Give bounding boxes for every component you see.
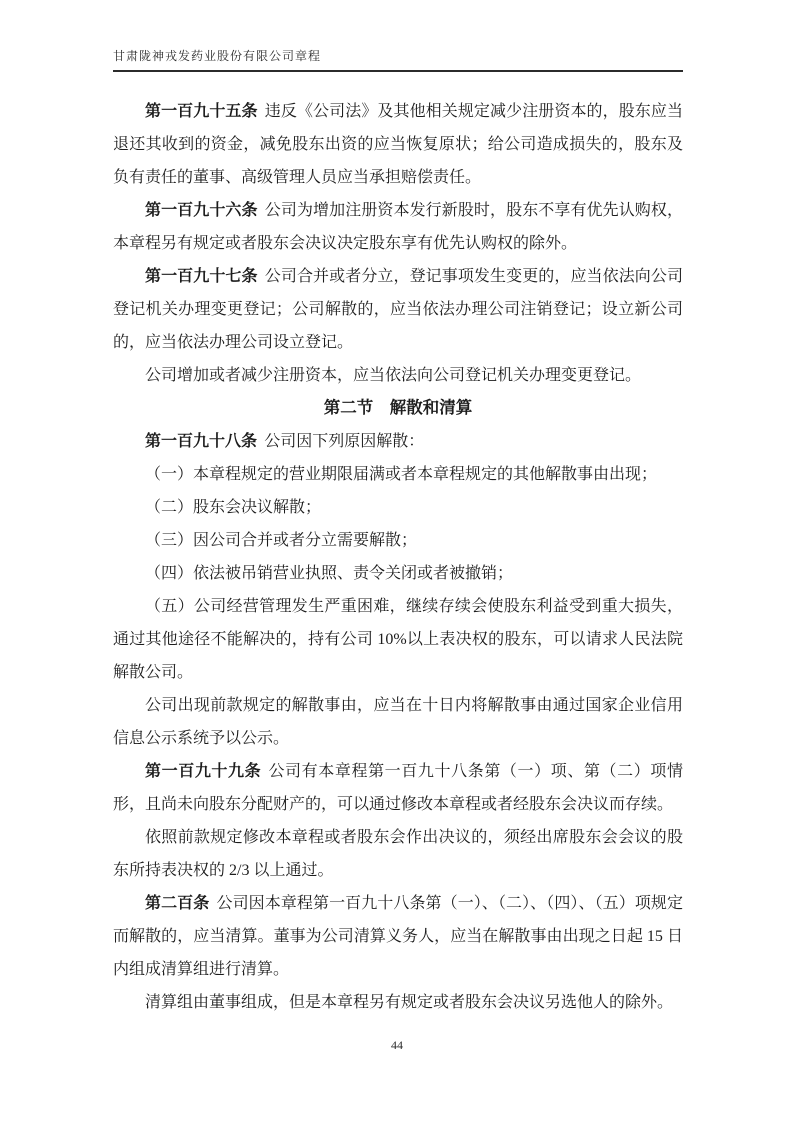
paragraph bbox=[113, 458, 683, 491]
paragraph-text: 依照前款规定修改本章程或者股东会作出决议的，须经出席股东会会议的股东所持表决权的 2/3 以上通过。 bbox=[113, 829, 683, 879]
page-header bbox=[113, 46, 683, 72]
paragraph-text: 公司增加或者减少注册资本，应当依法向公司登记机关办理变更登记。 bbox=[145, 367, 642, 384]
paragraph bbox=[113, 524, 683, 557]
paragraph bbox=[113, 359, 683, 392]
document-body bbox=[113, 95, 683, 1019]
paragraph bbox=[113, 887, 683, 986]
article-number: 第一百九十七条 bbox=[145, 268, 258, 285]
header-title: 甘肃陇神戎发药业股份有限公司章程 bbox=[113, 49, 322, 63]
paragraph-text: 违反《公司法》及其他相关规定减少注册资本的，股东应当退还其收到的资金，减免股东出资的应当恢复原状；给公司造成损失的，股东及负有责任的董事、高级管理人员应当承担赔偿责任。 bbox=[113, 103, 683, 186]
paragraph-text: （五）公司经营管理发生严重困难，继续存续会使股东利益受到重大损失，通过其他途径不能解决的，持有公司 10%以上表决权的股东，可以请求人民法院解散公司。 bbox=[113, 598, 683, 681]
paragraph bbox=[113, 986, 683, 1019]
paragraph-text: （四）依法被吊销营业执照、责令关闭或者被撤销； bbox=[145, 565, 514, 582]
paragraph bbox=[113, 260, 683, 359]
article-number: 第一百九十九条 bbox=[145, 763, 262, 780]
paragraph-text: 清算组由董事组成，但是本章程另有规定或者股东会决议另选他人的除外。 bbox=[145, 994, 674, 1011]
paragraph bbox=[113, 95, 683, 194]
paragraph bbox=[113, 590, 683, 689]
paragraph-text: 公司合并或者分立，登记事项发生变更的，应当依法向公司登记机关办理变更登记；公司解散的，应当依法办理公司注销登记；设立新公司的，应当依法办理公司设立登记。 bbox=[113, 268, 683, 351]
page-number: 44 bbox=[391, 1038, 403, 1052]
header-rule bbox=[113, 70, 683, 72]
paragraph bbox=[113, 557, 683, 590]
paragraph-text: 公司因本章程第一百九十八条第（一）、（二）、（四）、（五）项规定而解散的，应当清算。董事为公司清算义务人，应当在解散事由出现之日起 15 日内组成清算组进行清算。 bbox=[113, 895, 683, 978]
paragraph bbox=[113, 392, 683, 425]
paragraph bbox=[113, 689, 683, 755]
article-number: 第二百条 bbox=[145, 895, 210, 912]
paragraph-text: （三）因公司合并或者分立需要解散； bbox=[145, 532, 418, 549]
article-number: 第一百九十六条 bbox=[145, 202, 258, 219]
article-number: 第一百九十五条 bbox=[145, 103, 258, 120]
paragraph-text: 公司因下列原因解散： bbox=[264, 433, 425, 450]
paragraph bbox=[113, 425, 683, 458]
paragraph-text: 公司出现前款规定的解散事由，应当在十日内将解散事由通过国家企业信用信息公示系统予以公示。 bbox=[113, 697, 683, 747]
paragraph bbox=[113, 755, 683, 821]
article-number: 第一百九十八条 bbox=[145, 433, 258, 450]
paragraph-text: 公司为增加注册资本发行新股时，股东不享有优先认购权，本章程另有规定或者股东会决议决定股东享有优先认购权的除外。 bbox=[113, 202, 683, 252]
page-footer bbox=[0, 1036, 794, 1054]
paragraph-text: 第二节 解散和清算 bbox=[323, 399, 473, 417]
paragraph bbox=[113, 194, 683, 260]
paragraph-text: 公司有本章程第一百九十八条第（一）项、第（二）项情形，且尚未向股东分配财产的，可以通过修改本章程或者经股东会决议而存续。 bbox=[113, 763, 683, 813]
paragraph bbox=[113, 491, 683, 524]
paragraph bbox=[113, 821, 683, 887]
paragraph-text: （一）本章程规定的营业期限届满或者本章程规定的其他解散事由出现； bbox=[145, 466, 658, 483]
paragraph-text: （二）股东会决议解散； bbox=[145, 499, 322, 516]
